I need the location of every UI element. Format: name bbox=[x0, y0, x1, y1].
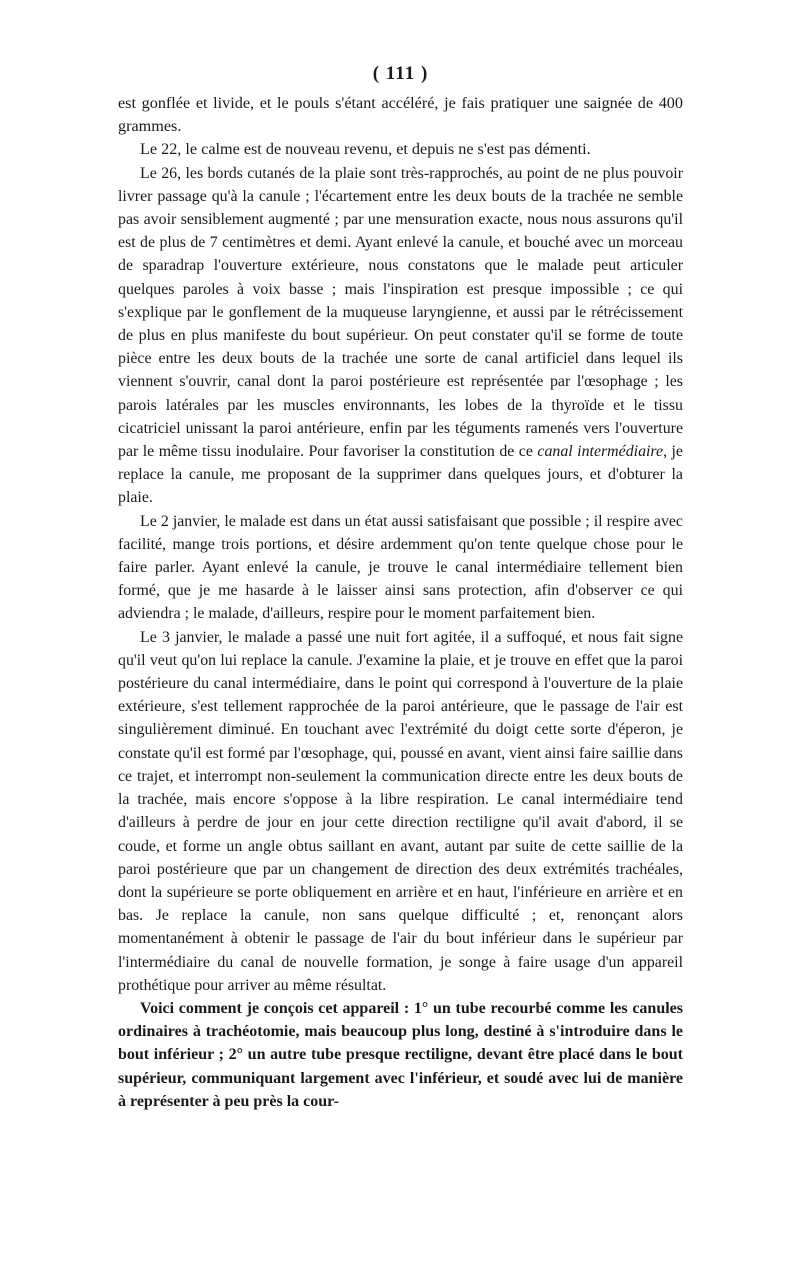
paragraph-3-emphasis: canal intermédiaire bbox=[537, 443, 664, 461]
paragraph-2: Le 22, le calme est de nouveau revenu, et depuis ne s'est pas démenti. bbox=[140, 140, 591, 159]
page-number: ( 111 ) bbox=[372, 63, 429, 84]
paragraph-5: Le 3 janvier, le malade a passé une nuit fort agitée, il a suffoqué, et nous fait signe qu'il veut qu'on lui replace la canule. J'examine la plaie, et je trouve en effet que la paroi postérieure du canal intermédiaire, dans le point qui correspond à l'ouverture de la plaie extérieure, s'est tellement rapprochée de la paroi antérieure, que le passage de l'air est singulièrement diminué. En touchant avec l'extrémité du doigt cette sorte d'éperon, je constate qu'il est formé par l'œsophage, qui, poussé en avant, vient ainsi faire saillie dans ce trajet, et interrompt non-seulement la communication directe entre les deux bouts de la trachée, mais encore s'oppose à la libre respiration. Le canal intermédiaire tend d'ailleurs à perdre de jour en jour cette direction rectiligne qu'il avait d'abord, il se coude, et forme un angle obtus saillant en avant, autant par suite de cette saillie de la paroi postérieure que par un changement de direction des deux extrémités trachéales, dont la supérieure se porte obliquement en arrière et en haut, l'inférieure en arrière et en bas. Je replace la canule, non sans quelque difficulté ; et, renonçant alors momentanément à obtenir le passage de l'air du bout inférieur dans le supérieur par l'intermédiaire du canal de nouvelle formation, je songe à faire usage d'un appareil prothétique pour arriver au même résultat. bbox=[118, 628, 683, 994]
paragraph-6: Voici comment je conçois cet appareil : 1° un tube recourbé comme les canules ordinaires à trachéotomie, mais beaucoup plus long, destiné à s'introduire dans le bout inférieur ; 2° un autre tube presque rectiligne, devant être placé dans le bout supérieur, communiquant largement avec l'inférieur, et soudé avec lui de manière à représenter à peu près la cour- bbox=[118, 999, 683, 1110]
paragraph-3-text: Le 26, les bords cutanés de la plaie sont très-rapprochés, au point de ne plus pouvoir livrer passage qu'à la canule ; l'écartement entre les deux bouts de la trachée ne semble pas avoir sensiblement augmenté ; par une mensuration exacte, nous nous assurons qu'il est de plus de 7 centimètres et demi. Ayant enlevé la canule, et bouché avec un morceau de sparadrap l'ouverture extérieure, nous constatons que le malade peut articuler quelques paroles à voix basse ; mais l'inspiration est presque impossible ; ce qui s'explique par le gonflement de la muqueuse laryngienne, et aussi par le rétrécissement de plus en plus manifeste du bout supérieur. On peut constater qu'il se forme de toute pièce entre les deux bouts de la trachée une sorte de canal artificiel dans lequel ils viennent s'ouvrir, canal dont la paroi postérieure est représentée par l'œsophage ; les parois latérales par les muscles environnants, les lobes de la thyroïde et le tissu cicatriciel unissant la paroi antérieure, enfin par les téguments ramenés vers l'ouverture par le même tissu inodulaire. Pour favoriser la constitution de ce bbox=[118, 164, 683, 461]
paragraph-4: Le 2 janvier, le malade est dans un état aussi satisfaisant que possible ; il respire avec facilité, mange trois portions, et désire ardemment qu'on tente quelque chose pour le faire parler. Ayant enlevé la canule, je trouve le canal intermédiaire tellement bien formé, que je me hasarde à le laisser ainsi sans protection, afin d'observer ce qui adviendra ; le malade, d'ailleurs, respire pour le moment parfaitement bien. bbox=[118, 512, 683, 623]
document-page bbox=[118, 62, 683, 1113]
paragraph-3-text-after: , je replace la canule, me proposant de la supprimer dans quelques jours, et d'obturer la plaie. bbox=[118, 443, 683, 507]
paragraph-1: est gonflée et livide, et le pouls s'étant accéléré, je fais pratiquer une saignée de 400 grammes. bbox=[118, 94, 683, 136]
paragraph-3 bbox=[118, 162, 683, 510]
